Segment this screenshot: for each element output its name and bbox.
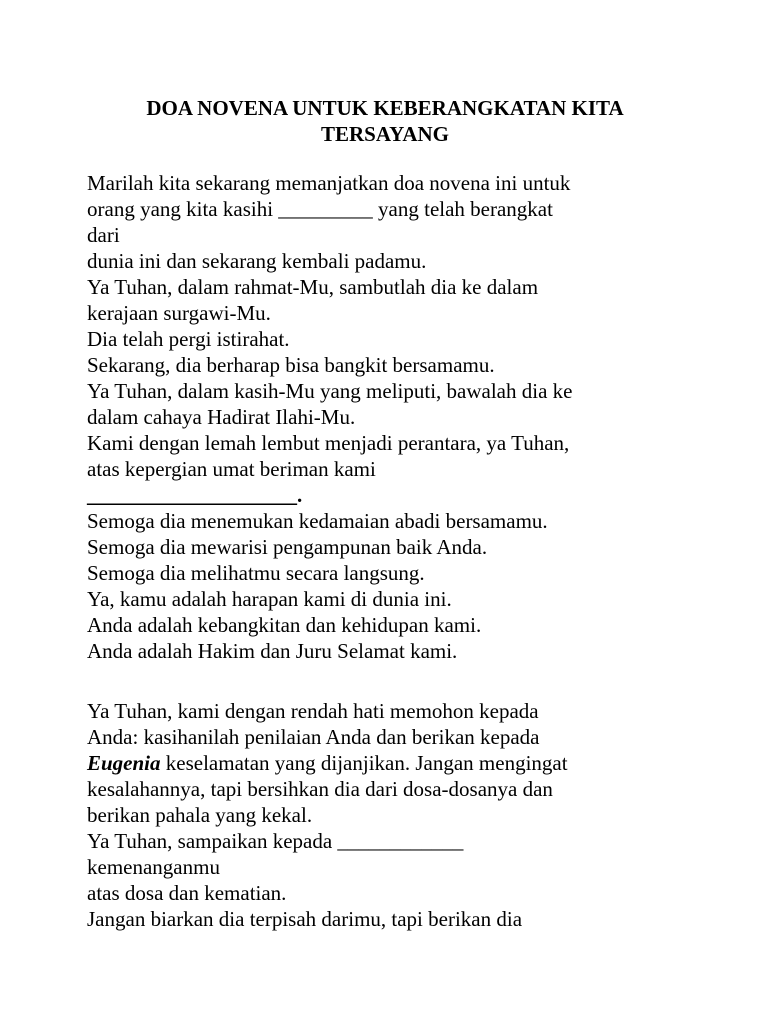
paragraph-line: dunia ini dan sekarang kembali padamu.	[87, 249, 427, 273]
paragraph-line: Ya Tuhan, sampaikan kepada ____________	[87, 829, 464, 853]
document-title	[60, 95, 710, 147]
paragraph-line: kerajaan surgawi-Mu.	[87, 301, 271, 325]
title-line-2: TERSAYANG	[321, 122, 449, 146]
paragraph-line: Anda adalah kebangkitan dan kehidupan kami.	[87, 613, 482, 637]
paragraph-line: dari	[87, 223, 120, 247]
paragraph-line: Semoga dia mewarisi pengampunan baik Anda.	[87, 535, 488, 559]
paragraph-line-rest: keselamatan yang dijanjikan. Jangan mengingat	[160, 751, 568, 775]
paragraph-line: Anda adalah Hakim dan Juru Selamat kami.	[87, 639, 458, 663]
paragraph-line: atas kepergian umat beriman kami	[87, 457, 376, 481]
paragraph-line: Marilah kita sekarang memanjatkan doa novena ini untuk	[87, 171, 571, 195]
paragraph-line: Sekarang, dia berharap bisa bangkit bersamamu.	[87, 353, 495, 377]
paragraph-line: Ya, kamu adalah harapan kami di dunia ini.	[87, 587, 452, 611]
paragraph-line: Kami dengan lemah lembut menjadi perantara, ya Tuhan,	[87, 431, 570, 455]
prayer-paragraph-1	[87, 170, 687, 664]
prayer-paragraph-2	[87, 698, 687, 932]
paragraph-line: Dia telah pergi istirahat.	[87, 327, 290, 351]
paragraph-line: Semoga dia melihatmu secara langsung.	[87, 561, 425, 585]
paragraph-line: Semoga dia menemukan kedamaian abadi bersamamu.	[87, 509, 548, 533]
paragraph-line: Anda: kasihanilah penilaian Anda dan berikan kepada	[87, 725, 540, 749]
paragraph-line: atas dosa dan kematian.	[87, 881, 287, 905]
paragraph-line: Ya Tuhan, dalam rahmat-Mu, sambutlah dia ke dalam	[87, 275, 539, 299]
title-line-1: DOA NOVENA UNTUK KEBERANGKATAN KITA	[146, 96, 624, 120]
paragraph-line: Ya Tuhan, kami dengan rendah hati memohon kepada	[87, 699, 539, 723]
paragraph-line: berikan pahala yang kekal.	[87, 803, 313, 827]
paragraph-line: kemenanganmu	[87, 855, 220, 879]
name-blank-line: ____________________.	[87, 483, 303, 507]
paragraph-line: kesalahannya, tapi bersihkan dia dari dosa-dosanya dan	[87, 777, 553, 801]
deceased-name: Eugenia	[87, 751, 161, 775]
paragraph-line: dalam cahaya Hadirat Ilahi-Mu.	[87, 405, 356, 429]
paragraph-line: Ya Tuhan, dalam kasih-Mu yang meliputi, bawalah dia ke	[87, 379, 573, 403]
paragraph-line: orang yang kita kasihi _________ yang telah berangkat	[87, 197, 553, 221]
paragraph-line	[87, 750, 687, 776]
paragraph-line: Jangan biarkan dia terpisah darimu, tapi berikan dia	[87, 907, 523, 931]
